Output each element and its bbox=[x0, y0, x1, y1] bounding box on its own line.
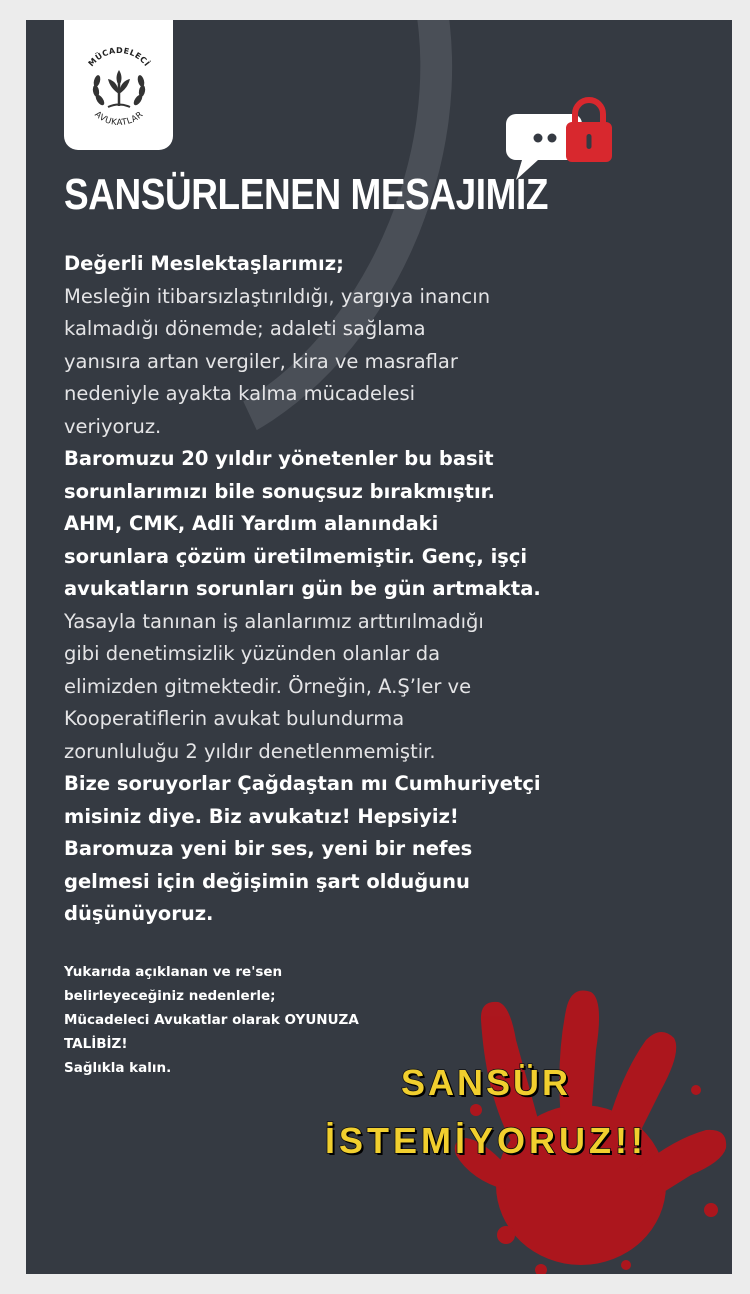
body-line: Bize soruyorlar Çağdaştan mı Cumhuriyetçi bbox=[64, 772, 541, 795]
body-line: Yasayla tanınan iş alanlarımız arttırılmadığı bbox=[64, 609, 484, 633]
body-line: Değerli Meslektaşlarımız; bbox=[64, 252, 344, 275]
closing-line: Mücadeleci Avukatlar olarak OYUNUZA bbox=[64, 1012, 359, 1028]
body-line: nedeniyle ayakta kalma mücadelesi bbox=[64, 382, 416, 405]
closing-line: Sağlıkla kalın. bbox=[64, 1060, 172, 1076]
svg-text:AVUKATLAR bbox=[92, 110, 145, 128]
body-line: düşünüyoruz. bbox=[64, 902, 214, 925]
logo-emblem-icon bbox=[74, 34, 164, 139]
slogan-line-1: SANSÜR bbox=[400, 1062, 571, 1103]
body-line: zorunluluğu 2 yıldır denetlenmemiştir. bbox=[64, 739, 436, 763]
closing-line: Yukarıda açıklanan ve re'sen bbox=[64, 964, 283, 980]
body-line: misiniz diye. Biz avukatız! Hepsiyiz! bbox=[64, 804, 459, 828]
logo-arc-top: MÜCADELECİ bbox=[86, 45, 152, 69]
body-line: yanısıra artan vergiler, kira ve masraflar bbox=[64, 349, 458, 373]
body-line: Baromuza yeni bir ses, yeni bir nefes bbox=[64, 837, 473, 860]
logo-arc-bottom: AVUKATLAR bbox=[92, 109, 146, 129]
poster bbox=[26, 20, 732, 1274]
body-line: gelmesi için değişimin şart olduğunu bbox=[64, 869, 470, 893]
body-line: Mesleğin itibarsızlaştırıldığı, yargıya inancın bbox=[64, 284, 491, 308]
body-line: sorunlarımızı bile sonuçsuz bırakmıştır. bbox=[64, 479, 495, 503]
body-line: kalmadığı dönemde; adaleti sağlama bbox=[64, 317, 426, 340]
body-line: gibi denetimsizlik yüzünden olanlar da bbox=[64, 642, 441, 665]
body-line: avukatların sorunları gün be gün artmakta. bbox=[64, 577, 541, 600]
body-line: AHM, CMK, Adli Yardım alanındaki bbox=[64, 512, 439, 535]
page-title: SANSÜRLENEN MESAJIMIZ bbox=[64, 170, 549, 219]
slogan-line-2: İSTEMİYORUZ!! bbox=[325, 1120, 647, 1161]
chat-padlock-icon bbox=[504, 92, 624, 182]
closing-line: TALİBİZ! bbox=[64, 1036, 128, 1052]
message-body bbox=[64, 248, 704, 931]
body-line: veriyoruz. bbox=[64, 414, 162, 438]
logo-card bbox=[64, 20, 173, 150]
body-line: Kooperatiflerin avukat bulundurma bbox=[64, 707, 405, 730]
body-line: Baromuzu 20 yıldır yönetenler bu basit bbox=[64, 447, 494, 470]
svg-text:MÜCADELECİ bbox=[87, 46, 153, 68]
body-line: sorunlara çözüm üretilmemiştir. Genç, işçi bbox=[64, 544, 528, 568]
closing-line: belirleyeceğiniz nedenlerle; bbox=[64, 988, 276, 1004]
body-line: elimizden gitmektedir. Örneğin, A.Ş’ler ve bbox=[64, 674, 472, 698]
